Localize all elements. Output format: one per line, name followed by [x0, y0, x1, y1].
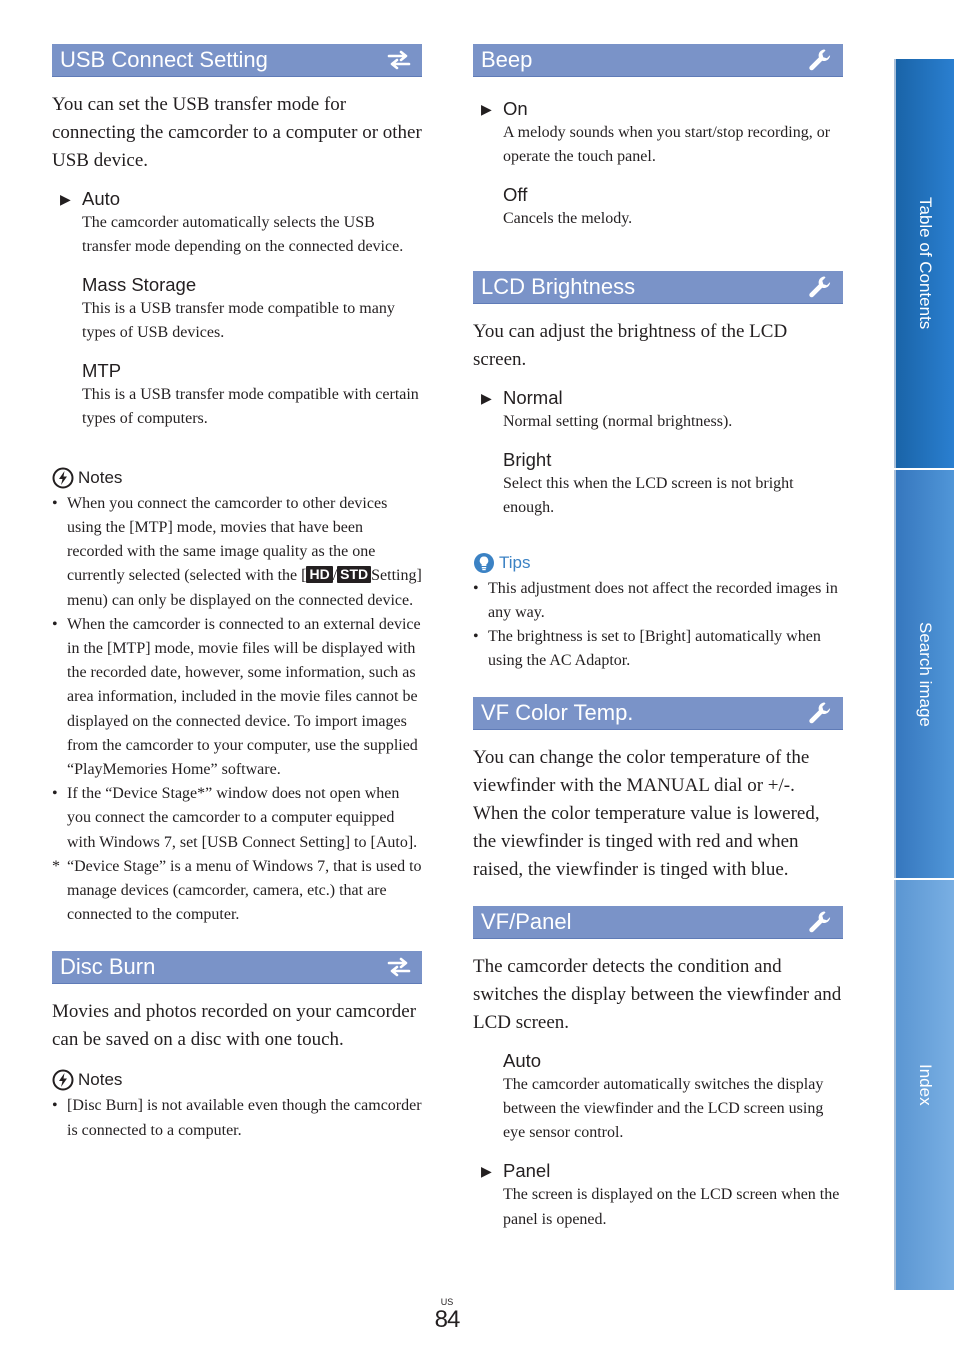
wrench-icon	[807, 909, 833, 935]
option-label: Panel	[503, 1160, 551, 1182]
tab-label: Table of Contents	[916, 197, 935, 330]
section-title: VF Color Temp.	[481, 699, 634, 725]
lcd-tips-list	[473, 577, 843, 674]
option-description: The screen is displayed on the LCD screen when the panel is opened.	[503, 1186, 840, 1228]
option-mass-storage	[60, 273, 422, 346]
tab-label: Search image	[916, 621, 935, 727]
side-navigation	[894, 59, 954, 1290]
panel-intro: The camcorder detects the condition and switches the display between the viewfinder and LCD screen.	[473, 955, 842, 1033]
default-marker: ▶	[481, 101, 492, 117]
option-description: This is a USB transfer mode compatible with certain types of computers.	[82, 386, 419, 428]
hd-quality-icon: HD	[306, 566, 332, 583]
list-item: • If the “Device Stage*” window does not open when you connect the camcorder to a computer equipped with Windows 7, set [USB Connect Setting] to [Auto].	[52, 785, 418, 851]
section-title: Beep	[481, 47, 533, 72]
list-item: • This adjustment does not affect the recorded images in any way.	[473, 579, 838, 621]
notes-warning-icon	[52, 467, 74, 489]
option-auto	[60, 187, 422, 260]
option-description: The camcorder automatically switches the display between the viewfinder and the LCD screen using eye sensor control.	[503, 1075, 824, 1142]
vf-color-temp-header	[473, 697, 843, 730]
option-description: A melody sounds when you start/stop recording, or operate the touch panel.	[503, 124, 831, 166]
region-code: US	[440, 1297, 454, 1307]
wrench-icon	[807, 700, 833, 726]
tab-search-image[interactable]	[894, 470, 954, 878]
option-label: Auto	[503, 1049, 542, 1071]
list-item: • When the camcorder is connected to an external device in the [MTP] mode, movie files will be displayed with the recorded date, however, some information, such as area information, included in the movie files cannot be displayed on the connected device. To import images from the camcorder to your computer, use the supplied “PlayMemories Home” software.	[52, 615, 421, 779]
tab-label: Index	[916, 1064, 935, 1106]
footnote: * “Device Stage” is a menu of Windows 7, that is used to manage devices (camcorder, camera, etc.) that are connected to the computer.	[52, 857, 422, 924]
option-label: Mass Storage	[82, 273, 197, 295]
disc-notes-list	[52, 1094, 422, 1142]
default-marker: ▶	[481, 1163, 492, 1180]
option-label: Auto	[82, 188, 121, 209]
tips-label: Tips	[499, 552, 531, 572]
notes-heading	[52, 1068, 422, 1092]
option-description: This is a USB transfer mode compatible to many types of USB devices.	[82, 299, 395, 341]
section-title: LCD Brightness	[481, 273, 636, 299]
option-off	[481, 183, 843, 231]
option-label: Normal	[503, 386, 563, 408]
left-column	[52, 44, 422, 1143]
option-bright	[481, 448, 843, 521]
option-label: On	[503, 98, 528, 119]
list-item: • The brightness is set to [Bright] automatically when using the AC Adaptor.	[473, 628, 821, 670]
transfer-arrows-icon	[386, 47, 412, 73]
wrench-icon	[807, 274, 833, 300]
disc-intro: Movies and photos recorded on your camcorder can be saved on a disc with one touch.	[52, 1001, 417, 1051]
disc-burn-header	[52, 951, 422, 984]
notes-heading	[52, 466, 422, 490]
option-auto	[481, 1049, 843, 1146]
page-number	[434, 1297, 460, 1333]
option-description: Normal setting (normal brightness).	[503, 412, 733, 430]
lcd-intro: You can adjust the brightness of the LCD screen.	[473, 320, 788, 370]
section-title: VF/Panel	[481, 908, 572, 934]
vf-panel-header	[473, 906, 843, 939]
tips-heading	[473, 551, 843, 575]
option-description: Select this when the LCD screen is not bright enough.	[503, 475, 794, 517]
option-panel	[481, 1159, 843, 1232]
page-number-value: 84	[434, 1306, 460, 1333]
lcd-brightness-header	[473, 271, 843, 304]
right-column	[473, 44, 843, 1232]
option-mtp	[60, 359, 422, 432]
usb-intro: You can set the USB transfer mode for connecting the camcorder to a computer or other USB device.	[52, 94, 422, 171]
section-title: Disc Burn	[60, 954, 156, 980]
beep-header	[473, 44, 843, 77]
wrench-icon	[807, 47, 833, 73]
notes-warning-icon	[52, 1069, 74, 1091]
notes-label: Notes	[78, 467, 123, 487]
default-marker: ▶	[481, 389, 492, 406]
default-marker: ▶	[60, 191, 71, 207]
option-description: The camcorder automatically selects the USB transfer mode depending on the connected device.	[82, 214, 404, 256]
option-label: MTP	[82, 360, 122, 382]
option-label: Bright	[503, 449, 552, 471]
notes-label: Notes	[78, 1070, 123, 1090]
usb-notes-list	[52, 492, 422, 928]
vf-intro: You can change the color temperature of the viewfinder with the MANUAL dial or +/-. When the color temperature value is lowered, the viewfinder is tinged with red and when raised, the viewfinder is tinged with blue.	[473, 746, 820, 880]
option-on	[481, 97, 843, 170]
option-label: Off	[503, 183, 528, 205]
list-item: • When you connect the camcorder to other devices using the [MTP] mode, movies that have been recorded with the same image quality as the one currently selected (selected with the [ HD / STD Setting] menu) can only be displayed on the connected device.	[52, 494, 422, 609]
tab-table-of-contents[interactable]	[894, 59, 954, 468]
std-quality-icon: STD	[337, 566, 371, 583]
usb-connect-setting-header	[52, 44, 422, 77]
option-normal	[481, 386, 843, 434]
transfer-arrows-icon	[386, 954, 412, 980]
tab-index[interactable]	[894, 880, 954, 1290]
list-item: • [Disc Burn] is not available even though the camcorder is connected to a computer.	[52, 1097, 422, 1139]
section-title: USB Connect Setting	[60, 47, 268, 72]
tips-lightbulb-icon	[473, 552, 495, 574]
option-description: Cancels the melody.	[503, 209, 633, 227]
